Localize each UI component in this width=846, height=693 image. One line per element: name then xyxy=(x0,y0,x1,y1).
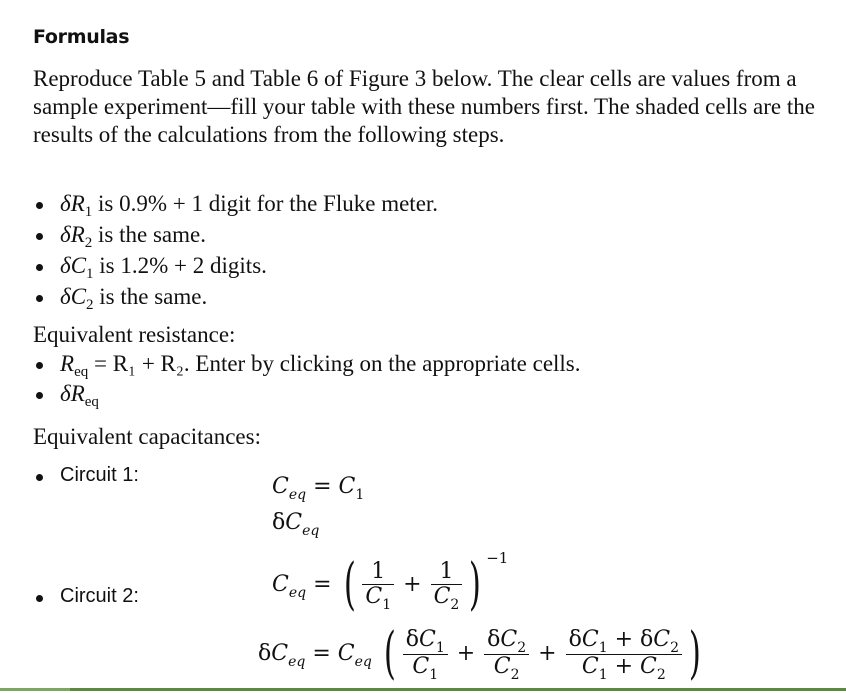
formula-c1-ceq: $C_{eq} = C_1$ xyxy=(272,474,365,503)
intro-paragraph: Reproduce Table 5 and Table 6 of Figure 3 below. The clear cells are values from a sample experiment—fill your table with these numbers first. The shaded cells are the results of the calculations from the following steps. xyxy=(33,66,815,147)
list-item: $\delta C_2$ is the same. xyxy=(33,281,438,312)
section-heading: Formulas xyxy=(33,26,130,48)
formula-c2-dceq: $\delta C_{eq} = C_{eq}$ ( $\frac{\delta C_1}{C_1}$ + $\frac{\delta C_2}{C_2}$ + $\frac{\delta C_1 + \delta C_2}{C_1 + C_2}$ ) xyxy=(258,621,701,686)
equivalent-capacitance-label: Equivalent capacitances: xyxy=(33,424,261,449)
bottom-divider xyxy=(0,688,846,691)
list-item: $\delta C_1$ is 1.2% + 2 digits. xyxy=(33,250,438,281)
list-item: $\delta R_2$ is the same. xyxy=(33,219,438,250)
bottom-divider-accent xyxy=(0,688,70,691)
circuit-1-label: Circuit 1: xyxy=(33,464,139,487)
formula-c1-dceq: $\delta C_{eq}$ xyxy=(272,510,320,539)
list-item: $\delta R_{eq}$ xyxy=(33,379,581,409)
list-item: $R_{eq} = R_1 + R_2$. Enter by clicking on the appropriate cells. xyxy=(33,349,581,379)
formula-c2-ceq: $C_{eq}$ = ( $\frac{1}{C_1}$ + $\frac{1}{C_2}$ ) $^{-1}$ xyxy=(272,549,509,617)
circuit-2-label: Circuit 2: xyxy=(33,585,139,608)
list-item: $\delta R_1$ is 0.9% + 1 digit for the Fluke meter. xyxy=(33,188,438,219)
resistance-list xyxy=(33,349,581,409)
uncertainty-list xyxy=(33,188,438,312)
equivalent-resistance-label: Equivalent resistance: xyxy=(33,322,236,347)
